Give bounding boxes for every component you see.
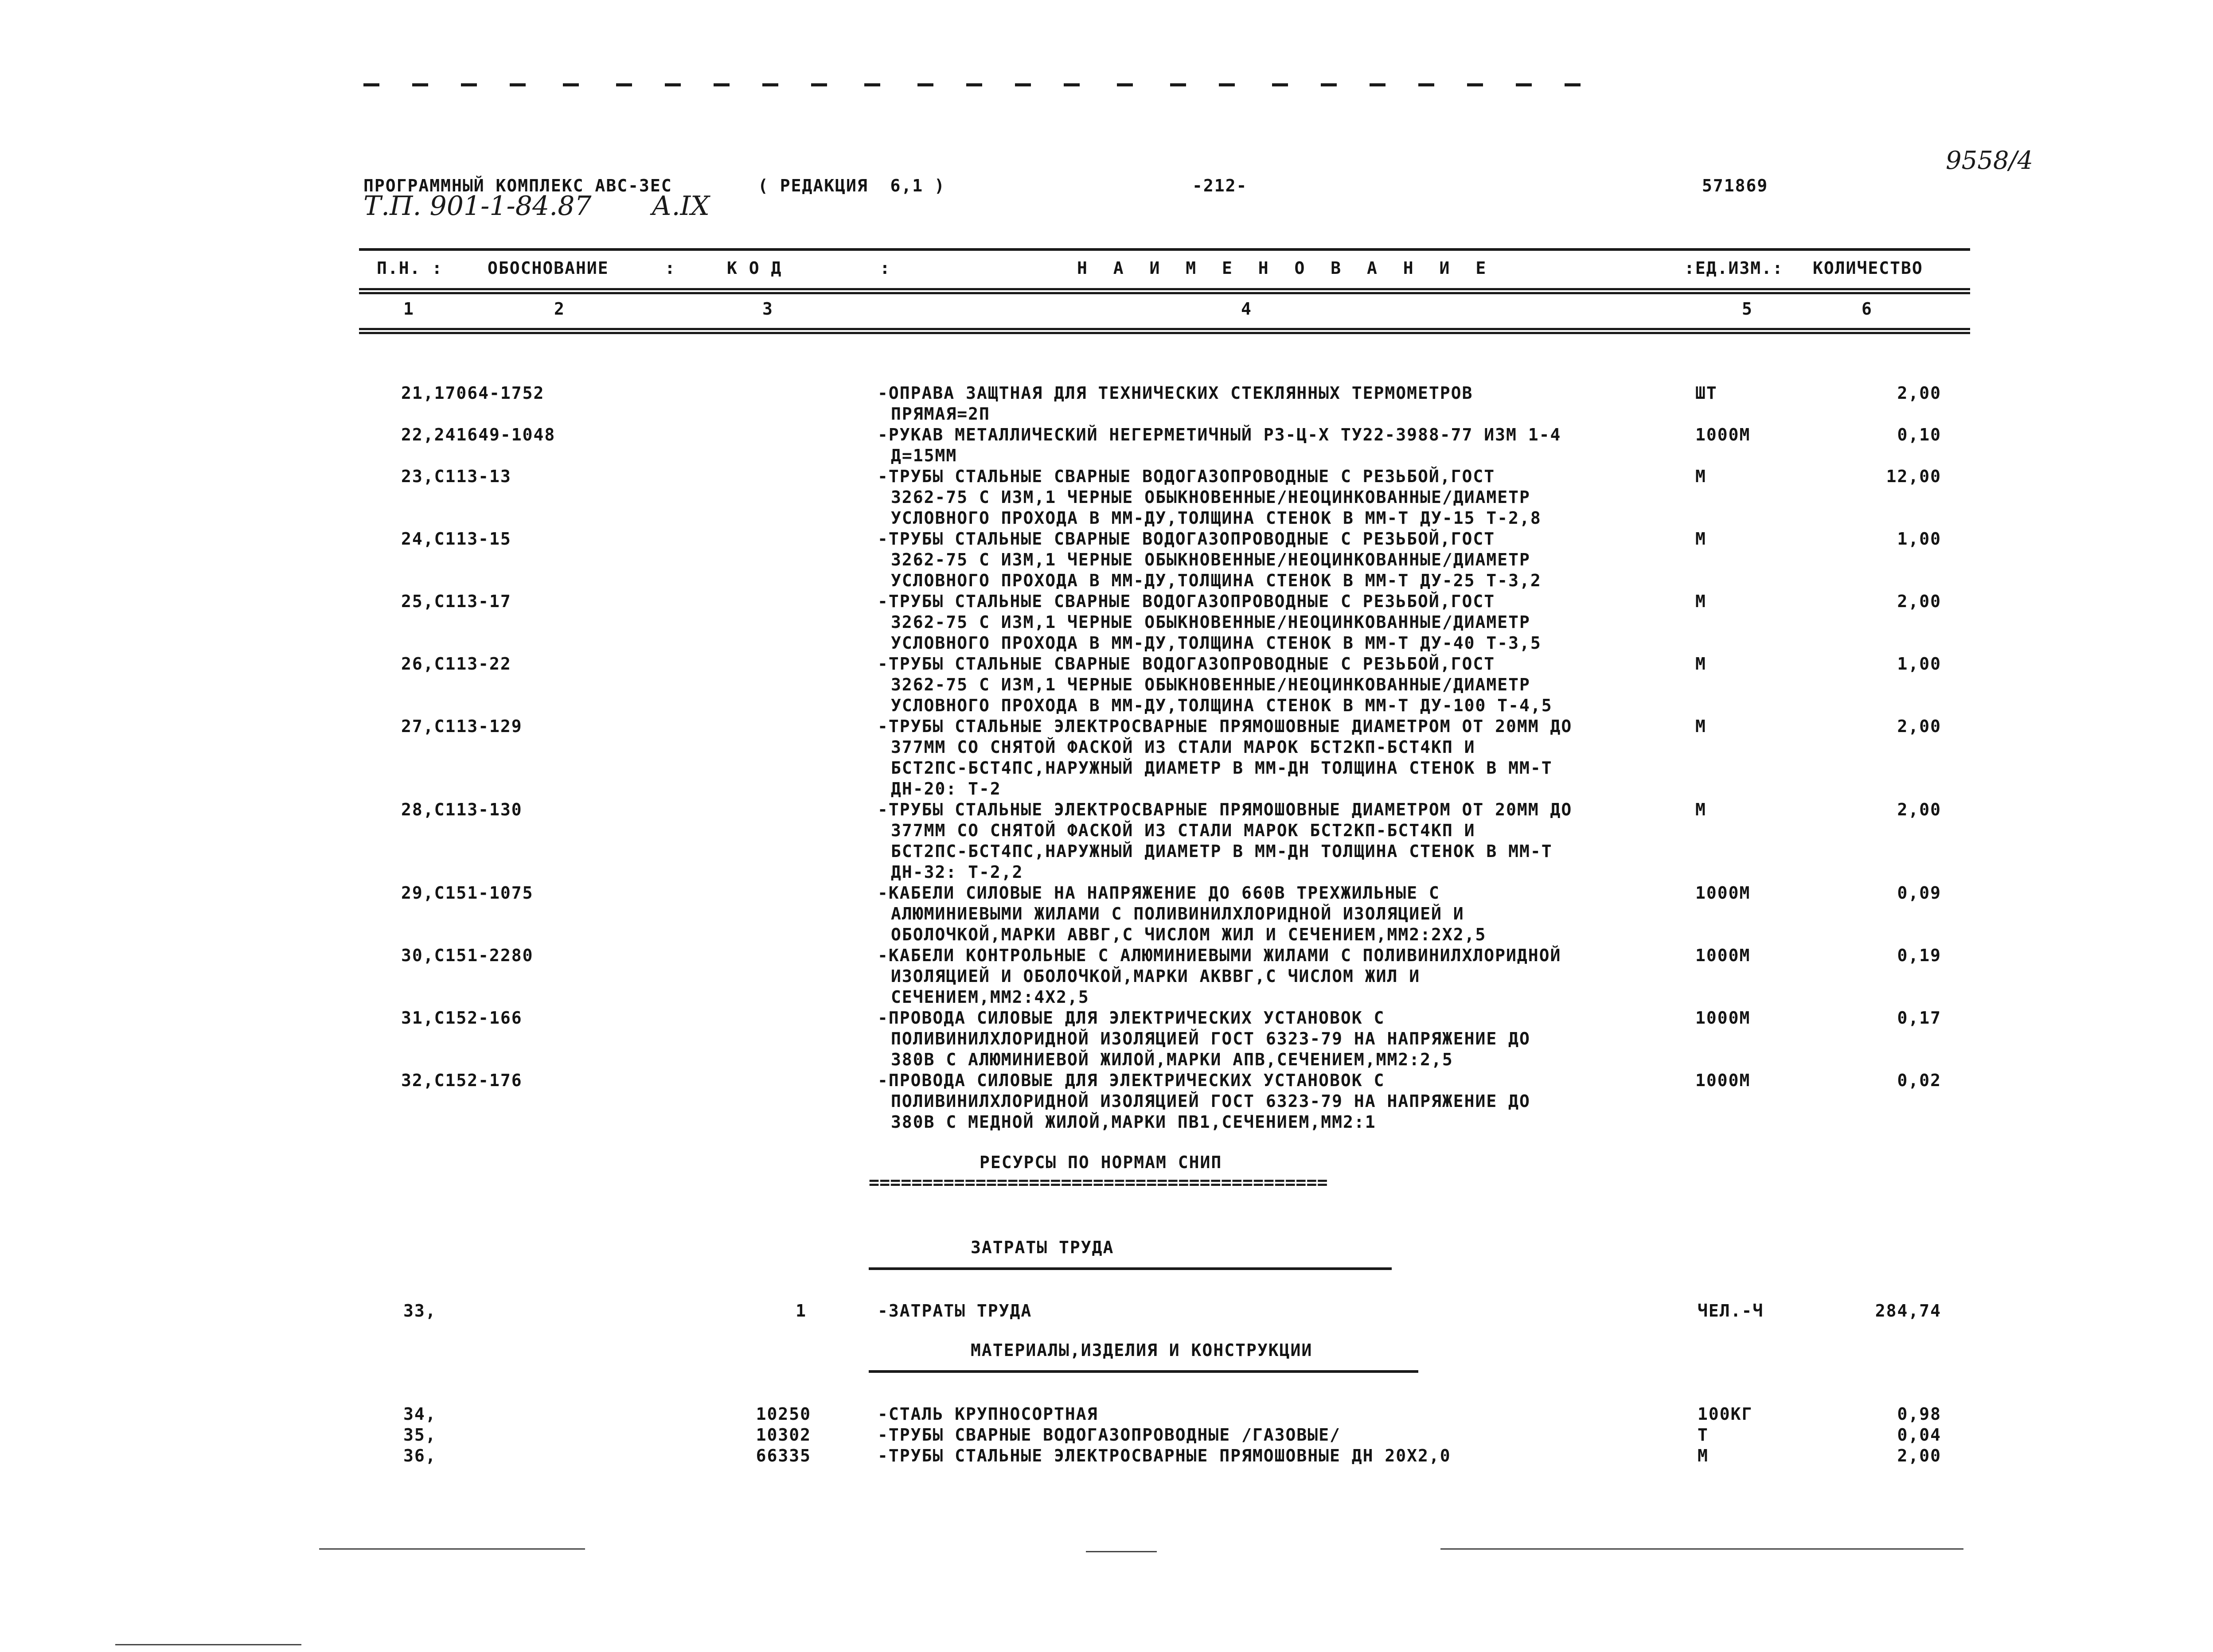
row-qty: 0,19: [1897, 946, 1941, 965]
material-row-code: 10302: [756, 1425, 811, 1445]
row-name-line: -ТРУБЫ СТАЛЬНЫЕ СВАРНЫЕ ВОДОГАЗОПРОВОДНЫЕ С РЕЗЬБОЙ,ГОСТ: [878, 592, 1495, 611]
material-row-unit: Т: [1698, 1425, 1709, 1445]
material-row-unit: 100КГ: [1698, 1404, 1753, 1424]
row-unit: М: [1695, 800, 1706, 819]
row-name-line: -ТРУБЫ СТАЛЬНЫЕ СВАРНЫЕ ВОДОГАЗОПРОВОДНЫЕ С РЕЗЬБОЙ,ГОСТ: [878, 467, 1495, 486]
row-qty: 0,17: [1897, 1008, 1941, 1028]
page-number: -212-: [1192, 176, 1248, 195]
row-name-line: 380В С МЕДНОЙ ЖИЛОЙ,МАРКИ ПВ1,СЕЧЕНИЕМ,ММ2:1: [891, 1112, 1376, 1132]
row-qty: 0,10: [1897, 425, 1941, 444]
row-unit: М: [1695, 654, 1706, 674]
row-name-line: УСЛОВНОГО ПРОХОДА В ММ-ДУ,ТОЛЩИНА СТЕНОК В ММ-Т ДУ-40 Т-3,5: [891, 633, 1542, 653]
row-name-line: БСТ2ПС-БСТ4ПС,НАРУЖНЫЙ ДИАМЕТР В ММ-ДН ТОЛЩИНА СТЕНОК В ММ-Т: [891, 758, 1553, 778]
material-row-name: -СТАЛЬ КРУПНОСОРТНАЯ: [878, 1404, 1098, 1424]
top-dash: [412, 83, 428, 86]
row-id: 25,С113-17: [401, 592, 511, 611]
header-bottom-double-rule: [359, 328, 1970, 334]
row-name-line: -КАБЕЛИ КОНТРОЛЬНЫЕ С АЛЮМИНИЕВЫМИ ЖИЛАМИ С ПОЛИВИНИЛХЛОРИДНОЙ: [878, 946, 1561, 965]
table-top-rule: [359, 248, 1970, 251]
row-qty: 1,00: [1897, 654, 1941, 674]
top-dash: [665, 83, 681, 86]
row-id: 29,С151-1075: [401, 883, 534, 903]
material-row-id: 35,: [403, 1425, 437, 1445]
row-qty: 2,00: [1897, 717, 1941, 736]
top-dash: [1467, 83, 1483, 86]
section-materials-rule: [869, 1370, 1418, 1373]
row-id: 31,С152-166: [401, 1008, 523, 1028]
top-dash: [563, 83, 579, 86]
row-id: 32,С152-176: [401, 1071, 523, 1090]
row-name-line: УСЛОВНОГО ПРОХОДА В ММ-ДУ,ТОЛЩИНА СТЕНОК В ММ-Т ДУ-25 Т-3,2: [891, 571, 1542, 590]
row-id: 26,С113-22: [401, 654, 511, 674]
row-unit: 1000М: [1695, 425, 1751, 444]
row-name-line: ПРЯМАЯ=2П: [891, 404, 990, 424]
row-id: 24,С113-15: [401, 529, 511, 549]
top-dash: [1015, 83, 1031, 86]
col-number: 1: [403, 299, 414, 319]
row-unit: 1000М: [1695, 883, 1751, 903]
row-name-line: -КАБЕЛИ СИЛОВЫЕ НА НАПРЯЖЕНИЕ ДО 660В ТРЕХЖИЛЬНЫЕ С: [878, 883, 1440, 903]
row-name-line: ПОЛИВИНИЛХЛОРИДНОЙ ИЗОЛЯЦИЕЙ ГОСТ 6323-79 НА НАПРЯЖЕНИЕ ДО: [891, 1029, 1530, 1048]
col-separator: :: [880, 258, 891, 278]
section-resources-title: РЕСУРСЫ ПО НОРМАМ СНИП: [980, 1153, 1222, 1172]
row-qty: 12,00: [1886, 467, 1941, 486]
row-qty: 0,02: [1897, 1071, 1941, 1090]
row-name-line: 380В С АЛЮМИНИЕВОЙ ЖИЛОЙ,МАРКИ АПВ,СЕЧЕНИЕМ,ММ2:2,5: [891, 1050, 1453, 1069]
row-id: 30,С151-2280: [401, 946, 534, 965]
row-qty: 0,09: [1897, 883, 1941, 903]
section-labor-rule: [869, 1267, 1392, 1270]
top-dash: [966, 83, 982, 86]
col-number: 6: [1862, 299, 1873, 319]
document-code: 571869: [1702, 176, 1768, 195]
material-row-code: 10250: [756, 1404, 811, 1424]
row-name-line: -ТРУБЫ СТАЛЬНЫЕ ЭЛЕКТРОСВАРНЫЕ ПРЯМОШОВНЫЕ ДИАМЕТРОМ ОТ 20ММ ДО: [878, 717, 1573, 736]
top-dash: [1370, 83, 1386, 86]
top-dash: [363, 83, 379, 86]
labor-row-code: 1: [796, 1301, 807, 1321]
section-resources-rule: ===========================================: [869, 1173, 1328, 1193]
material-row-id: 36,: [403, 1446, 437, 1465]
material-row-qty: 0,04: [1897, 1425, 1941, 1445]
col-header-name: Н А И М Е Н О В А Н И Е: [1077, 258, 1494, 278]
col-number: 3: [762, 299, 773, 319]
top-dash: [864, 83, 880, 86]
row-name-line: -ОПРАВА ЗАЩТНАЯ ДЛЯ ТЕХНИЧЕСКИХ СТЕКЛЯННЫХ ТЕРМОМЕТРОВ: [878, 383, 1473, 403]
row-unit: М: [1695, 529, 1706, 549]
row-name-line: УСЛОВНОГО ПРОХОДА В ММ-ДУ,ТОЛЩИНА СТЕНОК В ММ-Т ДУ-15 Т-2,8: [891, 508, 1542, 528]
row-name-line: 3262-75 С ИЗМ,1 ЧЕРНЫЕ ОБЫКНОВЕННЫЕ/НЕОЦИНКОВАННЫЕ/ДИАМЕТР: [891, 550, 1530, 569]
top-dash: [1117, 83, 1133, 86]
row-name-line: ПОЛИВИНИЛХЛОРИДНОЙ ИЗОЛЯЦИЕЙ ГОСТ 6323-79 НА НАПРЯЖЕНИЕ ДО: [891, 1091, 1530, 1111]
row-name-line: -ТРУБЫ СТАЛЬНЫЕ СВАРНЫЕ ВОДОГАЗОПРОВОДНЫЕ С РЕЗЬБОЙ,ГОСТ: [878, 654, 1495, 674]
top-dash: [917, 83, 933, 86]
row-qty: 1,00: [1897, 529, 1941, 549]
labor-row-unit: ЧЕЛ.-Ч: [1698, 1301, 1764, 1321]
row-name-line: -ТРУБЫ СТАЛЬНЫЕ ЭЛЕКТРОСВАРНЫЕ ПРЯМОШОВНЫЕ ДИАМЕТРОМ ОТ 20ММ ДО: [878, 800, 1573, 819]
labor-row-id: 33,: [403, 1301, 437, 1321]
row-unit: ШТ: [1695, 383, 1717, 403]
top-dash: [762, 83, 778, 86]
labor-row-qty: 284,74: [1875, 1301, 1941, 1321]
material-row-qty: 0,98: [1897, 1404, 1941, 1424]
row-name-line: ДН-32: Т-2,2: [891, 862, 1023, 882]
row-name-line: 377ММ СО СНЯТОЙ ФАСКОЙ ИЗ СТАЛИ МАРОК БСТ2КП-БСТ4КП И: [891, 737, 1475, 757]
col-number: 4: [1241, 299, 1252, 319]
bottom-rule: [1086, 1551, 1157, 1552]
top-dash: [1418, 83, 1434, 86]
row-qty: 2,00: [1897, 383, 1941, 403]
row-name-line: 3262-75 С ИЗМ,1 ЧЕРНЫЕ ОБЫКНОВЕННЫЕ/НЕОЦИНКОВАННЫЕ/ДИАМЕТР: [891, 487, 1530, 507]
material-row-qty: 2,00: [1897, 1446, 1941, 1465]
row-name-line: ОБОЛОЧКОЙ,МАРКИ АВВГ,С ЧИСЛОМ ЖИЛ И СЕЧЕНИЕМ,ММ2:2Х2,5: [891, 925, 1487, 944]
material-row-name: -ТРУБЫ СВАРНЫЕ ВОДОГАЗОПРОВОДНЫЕ /ГАЗОВЫЕ/: [878, 1425, 1341, 1445]
row-name-line: ДН-20: Т-2: [891, 779, 1001, 799]
program-title: ПРОГРАММНЫЙ КОМПЛЕКС АВС-3ЕС: [363, 176, 672, 195]
handwritten-album: А.IX: [652, 191, 710, 222]
row-unit: М: [1695, 717, 1706, 736]
bottom-rule: [319, 1548, 585, 1550]
top-dash: [811, 83, 827, 86]
row-unit: 1000М: [1695, 1071, 1751, 1090]
row-name-line: -ПРОВОДА СИЛОВЫЕ ДЛЯ ЭЛЕКТРИЧЕСКИХ УСТАНОВОК С: [878, 1008, 1385, 1028]
row-id: 21,17064-1752: [401, 383, 545, 403]
col-header-qty: КОЛИЧЕСТВО: [1813, 258, 1923, 278]
bottom-rule: [1440, 1548, 1963, 1550]
edition-label: ( РЕДАКЦИЯ 6,1 ): [758, 176, 945, 195]
material-row-id: 34,: [403, 1404, 437, 1424]
row-name-line: -ТРУБЫ СТАЛЬНЫЕ СВАРНЫЕ ВОДОГАЗОПРОВОДНЫЕ С РЕЗЬБОЙ,ГОСТ: [878, 529, 1495, 549]
row-name-line: СЕЧЕНИЕМ,ММ2:4Х2,5: [891, 987, 1089, 1007]
top-dash: [1516, 83, 1532, 86]
row-id: 23,С113-13: [401, 467, 511, 486]
row-unit: 1000М: [1695, 1008, 1751, 1028]
row-name-line: -РУКАВ МЕТАЛЛИЧЕСКИЙ НЕГЕРМЕТИЧНЫЙ РЗ-Ц-Х ТУ22-3988-77 ИЗМ 1-4: [878, 425, 1561, 444]
top-dash: [1321, 83, 1337, 86]
bottom-rule: [115, 1644, 301, 1645]
material-row-name: -ТРУБЫ СТАЛЬНЫЕ ЭЛЕКТРОСВАРНЫЕ ПРЯМОШОВНЫЕ ДН 20Х2,0: [878, 1446, 1451, 1465]
row-name-line: 377ММ СО СНЯТОЙ ФАСКОЙ ИЗ СТАЛИ МАРОК БСТ2КП-БСТ4КП И: [891, 821, 1475, 840]
row-name-line: УСЛОВНОГО ПРОХОДА В ММ-ДУ,ТОЛЩИНА СТЕНОК В ММ-Т ДУ-100 Т-4,5: [891, 696, 1553, 715]
col-number: 2: [554, 299, 565, 319]
row-name-line: Д=15ММ: [891, 446, 957, 465]
top-dash: [1064, 83, 1080, 86]
section-labor-title: ЗАТРАТЫ ТРУДА: [971, 1238, 1114, 1257]
col-header-code: К О Д: [727, 258, 782, 278]
header-double-rule: [359, 288, 1970, 294]
top-dash: [1219, 83, 1235, 86]
row-qty: 2,00: [1897, 592, 1941, 611]
top-dash: [714, 83, 730, 86]
row-id: 28,С113-130: [401, 800, 523, 819]
row-name-line: БСТ2ПС-БСТ4ПС,НАРУЖНЫЙ ДИАМЕТР В ММ-ДН ТОЛЩИНА СТЕНОК В ММ-Т: [891, 842, 1553, 861]
col-number: 5: [1742, 299, 1753, 319]
row-name-line: ИЗОЛЯЦИЕЙ И ОБОЛОЧКОЙ,МАРКИ АКВВГ,С ЧИСЛОМ ЖИЛ И: [891, 966, 1421, 986]
col-separator: :: [665, 258, 676, 278]
row-name-line: АЛЮМИНИЕВЫМИ ЖИЛАМИ С ПОЛИВИНИЛХЛОРИДНОЙ ИЗОЛЯЦИЕЙ И: [891, 904, 1464, 923]
top-dash: [1170, 83, 1186, 86]
col-header-basis: ОБОСНОВАНИЕ: [488, 258, 609, 278]
row-id: 22,241649-1048: [401, 425, 556, 444]
row-id: 27,С113-129: [401, 717, 523, 736]
handwritten-corner-note: 9558/4: [1946, 146, 2033, 175]
row-unit: М: [1695, 467, 1706, 486]
section-materials-title: МАТЕРИАЛЫ,ИЗДЕЛИЯ И КОНСТРУКЦИИ: [971, 1340, 1313, 1360]
col-header-pn: П.Н. :: [377, 258, 443, 278]
handwritten-project-ref: Т.П. 901-1-84.87: [363, 191, 592, 222]
top-dash: [461, 83, 477, 86]
row-unit: М: [1695, 592, 1706, 611]
row-name-line: -ПРОВОДА СИЛОВЫЕ ДЛЯ ЭЛЕКТРИЧЕСКИХ УСТАНОВОК С: [878, 1071, 1385, 1090]
row-name-line: 3262-75 С ИЗМ,1 ЧЕРНЫЕ ОБЫКНОВЕННЫЕ/НЕОЦИНКОВАННЫЕ/ДИАМЕТР: [891, 675, 1530, 694]
top-dash: [1272, 83, 1288, 86]
top-dash: [1565, 83, 1581, 86]
top-dash: [616, 83, 632, 86]
col-header-unit: :ЕД.ИЗМ.:: [1684, 258, 1784, 278]
row-unit: 1000М: [1695, 946, 1751, 965]
top-dash: [510, 83, 526, 86]
material-row-code: 66335: [756, 1446, 811, 1465]
row-qty: 2,00: [1897, 800, 1941, 819]
material-row-unit: М: [1698, 1446, 1709, 1465]
row-name-line: 3262-75 С ИЗМ,1 ЧЕРНЫЕ ОБЫКНОВЕННЫЕ/НЕОЦИНКОВАННЫЕ/ДИАМЕТР: [891, 612, 1530, 632]
labor-row-name: -ЗАТРАТЫ ТРУДА: [878, 1301, 1032, 1321]
